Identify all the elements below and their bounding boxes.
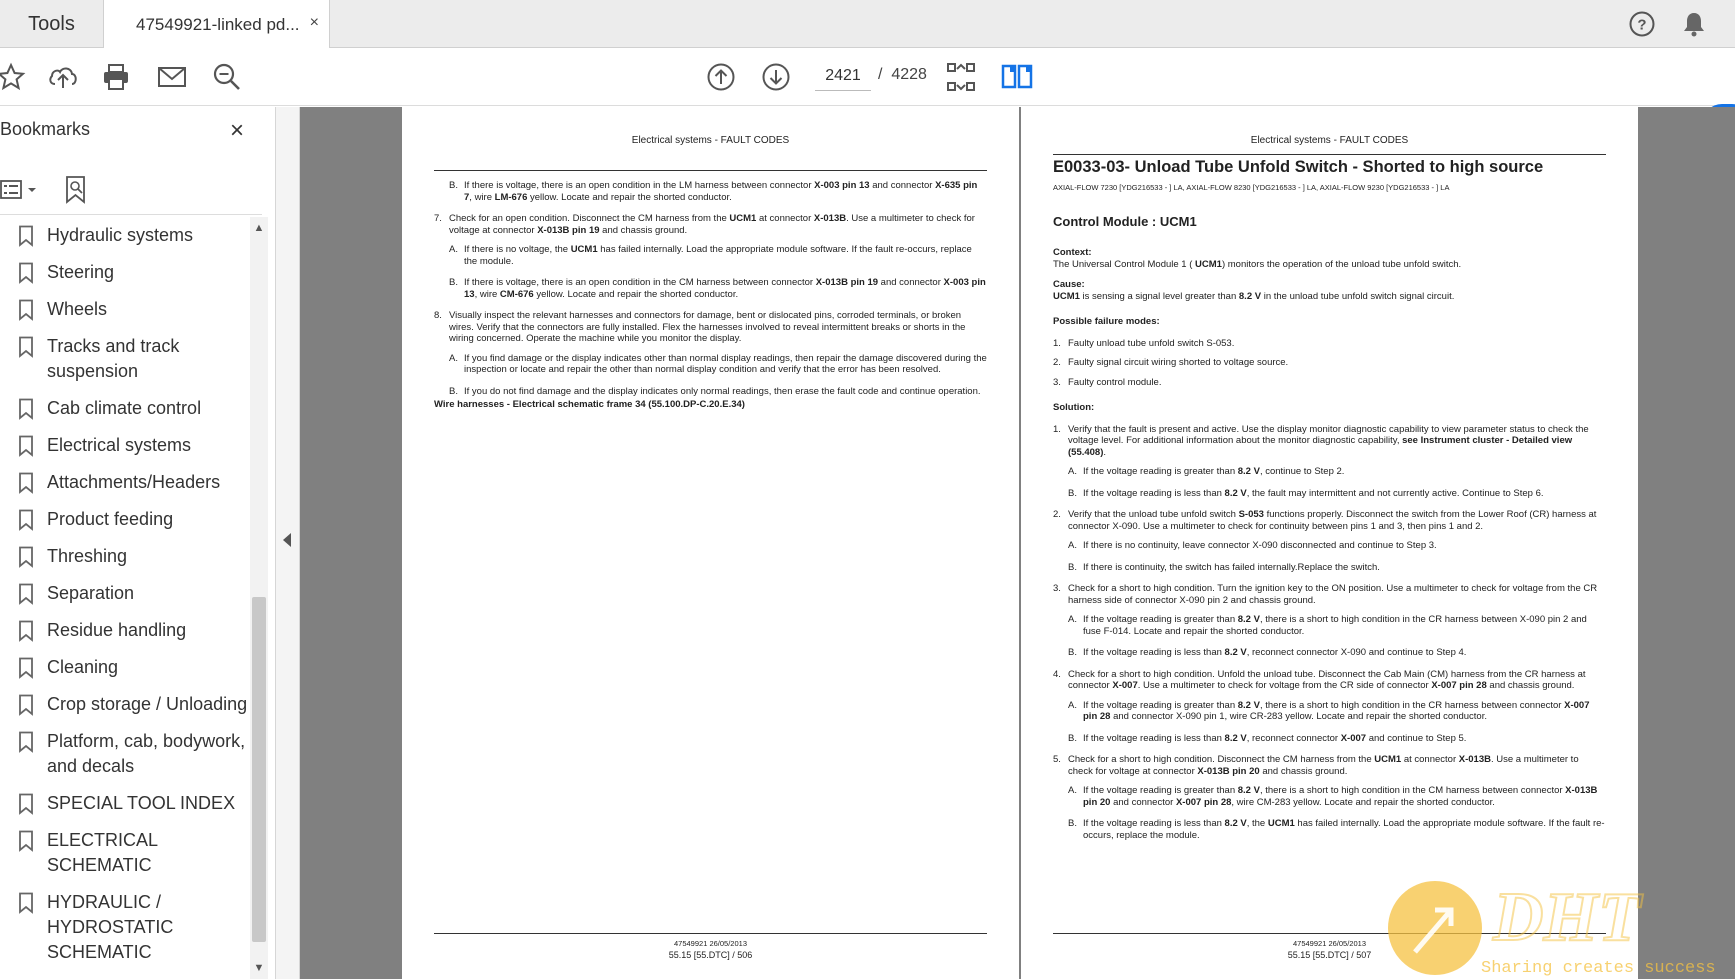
svg-text:?: ? [1637, 16, 1647, 34]
bookmark-star-icon[interactable] [0, 60, 28, 94]
bookmarks-toolbar [0, 167, 262, 215]
tab-tools[interactable]: Tools [0, 0, 104, 48]
bookmark-item[interactable] [0, 649, 250, 686]
bookmark-label: Tracks and track suspension [47, 336, 180, 381]
footer-page-number: 55.15 [55.DTC] / 506 [668, 950, 753, 960]
bookmark-item[interactable] [0, 254, 250, 291]
bookmark-label: Platform, cab, bodywork, and decals [47, 731, 246, 776]
context-label: Context: [1053, 247, 1092, 258]
bookmark-item[interactable] [0, 538, 250, 575]
bookmark-label: Cab climate control [47, 398, 202, 418]
bookmark-icon [18, 731, 34, 753]
bookmark-item[interactable] [0, 464, 250, 501]
bookmark-label: Wheels [47, 299, 108, 319]
document-viewport[interactable] [300, 107, 1735, 979]
bookmark-list [0, 217, 250, 979]
fault-title: E0033-03- Unload Tube Unfold Switch - Shorted to high source [1053, 158, 1544, 176]
bookmark-icon [18, 694, 34, 716]
scroll-up-icon[interactable]: ▲ [253, 222, 265, 234]
page-header: Electrical systems - FAULT CODES [1250, 135, 1409, 146]
search-zoom-icon[interactable] [210, 60, 244, 94]
bookmark-label: Crop storage / Unloading [47, 694, 248, 714]
tab-document[interactable] [104, 0, 330, 49]
svg-text:DHT: DHT [1493, 879, 1641, 956]
bookmark-item[interactable] [0, 328, 250, 390]
page-total: 4228 [891, 66, 927, 83]
page-number-input[interactable] [815, 61, 871, 91]
modes-label: Possible failure modes: [1053, 316, 1160, 327]
next-page-icon[interactable] [759, 60, 793, 94]
bookmark-icon [18, 509, 34, 531]
failure-mode-1: Faulty unload tube unfold switch S-053. [1068, 337, 1235, 349]
footer-code: 47549921 26/05/2013 [1293, 939, 1366, 948]
footer-page-number: 55.15 [55.DTC] / 507 [1287, 950, 1372, 960]
tab-close-icon[interactable]: × [309, 14, 319, 31]
bookmark-label: Cleaning [47, 657, 119, 677]
bookmark-item[interactable] [0, 291, 250, 328]
bookmarks-scrollbar[interactable] [250, 217, 268, 979]
bookmark-item[interactable] [0, 723, 250, 785]
bookmarks-panel [0, 107, 276, 979]
bookmark-icon [18, 225, 34, 247]
bookmark-icon [18, 830, 34, 852]
bookmark-item[interactable] [0, 427, 250, 464]
bookmark-item[interactable] [0, 217, 250, 254]
bookmark-label: Steering [47, 262, 115, 282]
svg-text:Sharing creates success: Sharing creates success [1481, 959, 1716, 978]
page-body: E0033-03- Unload Tube Unfold Switch - Shorted to high source AXIAL-FLOW 7230 [YDG216533 - ] LA, AXIAL-FLOW 8230 [YDG216533 - ] LA, AXIAL-FLOW 9230 [YDG216533 - ] LA Control Module : UCM1 Context: The Universal Control Module 1 ( UCM1) monitors the operation of the unload tube unfold switch. Cause: UCM1 is sensing a signal level greater than 8.2 V in the unload tube unfold switch signal circuit. Possible failure modes: 1. Faulty unload tube unfold switch S-053. 2. Faulty signal circuit wiring shorted to voltage source. 3. Faulty control module. Solution: 1. Verify that the fault is present and active. Use the display monitor diagnostic capability to view parameter status to check the voltage level. For additional information about the monitor diagnostic capability, see Instrument cluster - Detailed view (55.408). A. If the voltage reading is greater than 8.2 V, continue to Step 2. B. If the voltage reading is less than 8.2 V, the fault may intermittent and not currently active. Continue to Step 6. 2. Verify that the unload tube unfold switch S-053 functions properly. Disconnect the switch from the Lower Roof (CR) harness at connector X-090. Use a multimeter to check for continuity between pins 1 and 3, then pins 1 and 2. A. If there is no continuity, leave connector X-090 disconnected and continue to Step 3. B. If there is continuity, the switch has failed internally.Replace the switch. 3. Check for a short to high condition. Turn the ignition key to the ON position. Use a multimeter to check for voltage from the CR harness side of connector X-090 pin 2 and chassis ground. A. If the voltage reading is greater than 8.2 V, there is a short to high condition in the CR harness between X-090 pin 2 and fuse F-014. Locate and repair the shorted conductor. B. If the voltage reading is less than 8.2 V, reconnect connector X-090 and continue to Step 4. 4. Check for a short to high condition. Unfold the unload tube. Disconnect the Cab Main (CM) harness from the CR harness at connector X-007. Use a multimeter to check for voltage from the CR side of connector X-007 pin 28 and chassis ground. A. If the voltage reading is greater than 8.2 V, there is a short to high condition in the CR harness between connector X-007 pin 28 and connector X-090 pin 1, wire CR-283 yellow. Locate and repair the shorted conductor. B. If the voltage reading is less than 8.2 V, reconnect connector X-007 and continue to Step 5. 5. Check for a short to high condition. Disconnect the CM harness from the UCM1 at connector X-013B. Use a multimeter to check for voltage at connector X-013B pin 20 and chassis ground. A. If the voltage reading is greater than 8.2 V, there is a short to high condition in the CM harness between connector X-013B pin 20 and connector X-007 pin 28, wire CM-283 yellow. Locate and repair the shorted conductor. B. If the voltage reading is less than 8.2 V, the UCM1 has failed internally. Load the appropriate module software. If the fault re-occurs, replace the module. [1053, 158, 1605, 841]
footer-code: 47549921 26/05/2013 [674, 939, 747, 948]
bookmark-icon [18, 657, 34, 679]
bookmark-icon [18, 398, 34, 420]
notifications-bell-icon[interactable] [1680, 10, 1708, 38]
bookmark-item[interactable] [0, 822, 250, 884]
bookmark-label: Separation [47, 583, 135, 603]
bookmark-label: Attachments/Headers [47, 472, 221, 492]
bookmark-icon [18, 892, 34, 914]
applicability: AXIAL-FLOW 7230 [YDG216533 - ] LA, AXIAL-FLOW 8230 [YDG216533 - ] LA, AXIAL-FLOW 9230 [YDG216533 - ] LA [1053, 183, 1450, 192]
failure-mode-3: Faulty control module. [1068, 376, 1162, 388]
cause-label: Cause: [1053, 279, 1085, 290]
bookmark-icon [18, 299, 34, 321]
control-module-heading: Control Module : UCM1 [1053, 213, 1197, 229]
bookmark-item[interactable] [0, 612, 250, 649]
bookmark-item[interactable] [0, 501, 250, 538]
bookmark-icon [18, 620, 34, 642]
bookmark-icon [18, 472, 34, 494]
pdf-page-506 [402, 107, 1019, 979]
previous-page-icon[interactable] [704, 60, 738, 94]
close-panel-icon[interactable]: × [230, 117, 245, 144]
dht-watermark-logo [1385, 870, 1735, 979]
find-bookmark-icon[interactable] [64, 175, 90, 210]
page-body: B. If there is voltage, there is an open condition in the LM harness between connector X-003 pin 13 and connector X-635 pin 7, wire LM-676 yellow. Locate and repair the shorted conductor. 7. Check for an open condition. Disconnect the CM harness from the UCM1 at connector X-013B. Use a multimeter to check for voltage at connector X-013B pin 19 and chassis ground. A. If there is no voltage, the UCM1 has failed internally. Load the appropriate module software. If the fault re-occurs, replace the module. B. If there is voltage, there is an open condition in the CM harness between connector X-013B pin 19 and connector X-003 pin 13, wire CM-676 yellow. Locate and repair the shorted conductor. 8. Visually inspect the relevant harnesses and connectors for damage, bent or dislocated pins, corroded terminals, or broken wires. Verify that the connectors are fully installed. Flex the harnesses involved to reveal intermittent breaks or shorts in the wiring concerned. Operate the machine while you monitor the display. A. If you find damage or the display indicates other than normal display readings, then repair the damage discovered during the inspection or locate and repair the other than normal display condition and verify that the error has been resolved. B. If you do not find damage and the display indicates only normal readings, then erase the fault code and continue operation. Wire harnesses - Electrical schematic frame 34 (55.100.DP-C.20.E.34) [434, 180, 987, 410]
bookmark-label: HYDRAULIC / HYDROSTATIC SCHEMATIC [47, 892, 174, 962]
collapse-arrow-icon[interactable] [283, 533, 291, 547]
options-list-icon[interactable] [0, 179, 40, 206]
two-page-view-icon[interactable] [1000, 60, 1034, 94]
bookmark-label: Threshing [47, 546, 128, 566]
print-icon[interactable] [99, 60, 133, 94]
bookmark-label: Product feeding [47, 509, 174, 529]
panel-collapse-handle[interactable] [276, 107, 300, 979]
help-icon[interactable] [1628, 10, 1656, 38]
bookmark-label: SPECIAL TOOL INDEX [47, 793, 236, 813]
bookmark-icon [18, 262, 34, 284]
page-separator: / [878, 66, 883, 83]
bookmark-label: ELECTRICAL SCHEMATIC [47, 830, 158, 875]
fit-page-icon[interactable] [944, 60, 978, 94]
bookmark-item[interactable] [0, 884, 250, 971]
page-total-label [878, 66, 927, 84]
scroll-down-icon[interactable]: ▼ [253, 962, 265, 974]
upload-cloud-icon[interactable] [46, 60, 80, 94]
email-icon[interactable] [155, 60, 189, 94]
header-rule [1053, 154, 1606, 155]
solution-label: Solution: [1053, 402, 1095, 413]
bookmark-item[interactable] [0, 390, 250, 427]
bookmark-item[interactable] [0, 686, 250, 723]
bookmark-item[interactable] [0, 575, 250, 612]
bookmark-item[interactable] [0, 785, 250, 822]
tab-bar [0, 0, 1735, 48]
scrollbar-thumb[interactable] [252, 597, 266, 942]
bookmark-icon [18, 435, 34, 457]
bookmarks-title: Bookmarks [0, 119, 91, 139]
bookmark-label: Hydraulic systems [47, 225, 194, 245]
bookmark-label: Residue handling [47, 620, 187, 640]
bookmark-icon [18, 583, 34, 605]
pdf-page-507 [1021, 107, 1638, 979]
footer-rule [434, 933, 987, 934]
schematic-link[interactable]: Wire harnesses - Electrical schematic frame 34 (55.100.DP-C.20.E.34) [434, 399, 745, 410]
failure-mode-2: Faulty signal circuit wiring shorted to voltage source. [1068, 357, 1289, 368]
header-rule [434, 170, 987, 171]
page-header: Electrical systems - FAULT CODES [631, 135, 790, 146]
bookmark-icon [18, 336, 34, 358]
bookmark-label: Electrical systems [47, 435, 192, 455]
bookmark-icon [18, 546, 34, 568]
bookmark-icon [18, 793, 34, 815]
tab-document-label: 47549921-linked pd... [136, 14, 300, 34]
